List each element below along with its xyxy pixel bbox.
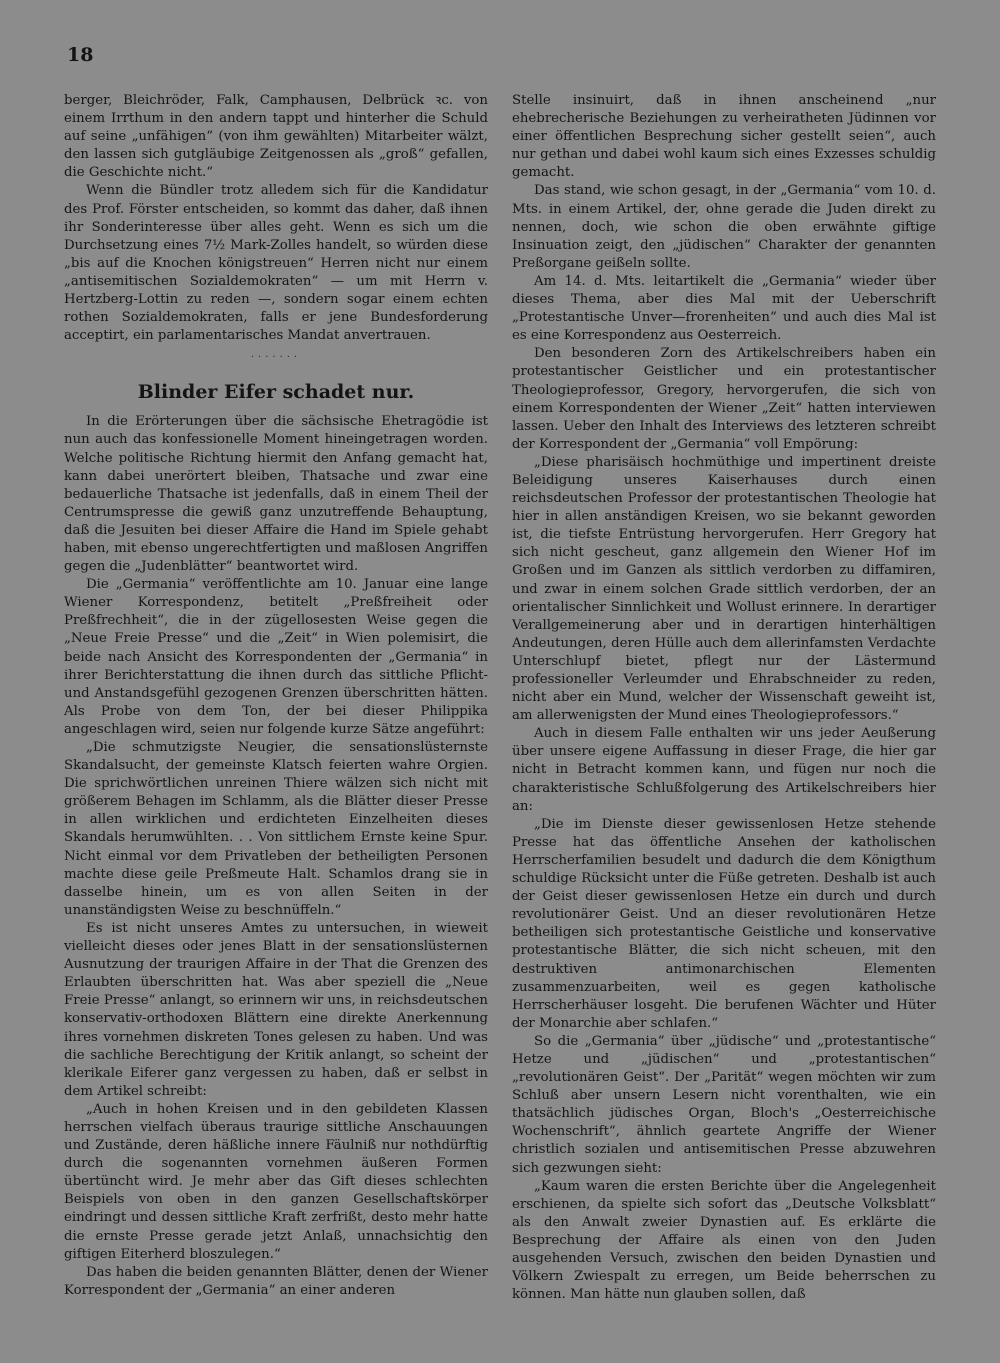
paragraph: Auch in diesem Falle enthalten wir uns jeder Aeußerung über unsere eigene Auffassung in dieser Frage, die hier gar nicht in Betracht kommen kann, und fügen nur noch die charakteristische Schlußfolgerung des Artikelschreibers hier an:	[512, 726, 936, 814]
quotation-paragraph: „Kaum waren die ersten Berichte über die Angelegenheit erschienen, da spielte sich sofort das „Deutsche Volksblatt“ als den Anwalt zweier Dynastien auf. Es erklärte die Besprechung der Affaire als einen von den Juden ausgehenden Versuch, zwischen den beiden Dynastien und Völkern Zwiespalt zu erregen, um Beide beherrschen zu können. Man hätte nun glauben sollen, daß	[512, 1178, 936, 1303]
quotation-paragraph: „Die im Dienste dieser gewissenlosen Hetze stehende Presse hat das öffentliche Ansehen der katholischen Herrscherfamilien besudelt und dadurch die dem Königthum schuldige Rücksicht unter die Füße getreten. Deshalb ist auch der Geist dieser gewissenlosen Hetze ein durch und durch revolutionärer Geist. Und an dieser revolutionären Hetze betheiligen sich protestantische Geistliche und konservative protestantische Blätter, die sich nicht scheuen, mit den destruktiven antimonarchischen Elementen zusammenzuarbeiten, weil es gegen katholische Herrscherhäuser losgeht. Die berufenen Wächter und Hüter der Monarchie aber schlafen.“	[512, 816, 936, 1031]
paragraph: In die Erörterungen über die sächsische Ehetragödie ist nun auch das konfessionelle Moment hineingetragen worden. Welche politische Richtung hiermit den Anfang gemacht hat, kann dabei unerörtert bleiben, Thatsache und zwar eine bedauerliche Thatsache ist jedenfalls, daß in einem Theil der Centrumspresse die gewiß ganz unzutreffende Behauptung, daß die Jesuiten bei dieser Affaire die Hand im Spiele gehabt haben, mit ebenso ungerechtfertigten und maßlosen Angriffen gegen die „Judenblätter“ beantwortet wird.	[64, 414, 488, 575]
quotation-paragraph: „Auch in hohen Kreisen und in den gebildeten Klassen herrschen vielfach überaus traurige sittliche Anschauungen und Zustände, deren häßliche innere Fäulniß nur nothdürftig durch die sogenannten vornehmen äußeren Formen übertüncht wird. Je mehr aber das Gift dieses schlechten Beispiels von oben in den ganzen Gesellschaftskörper eindringt und dessen sittliche Kraft zerfrißt, desto mehr hatte die ernste Presse gerade jetzt Anlaß, unnachsichtig den giftigen Eiterherd bloszulegen.“	[64, 1101, 488, 1262]
quotation-paragraph: „Diese pharisäisch hochmüthige und impertinent dreiste Beleidigung unseres Kaiserhauses durch einen reichsdeutschen Professor der protestantischen Theologie hat hier in allen anständigen Kreisen, wo sie bekannt geworden ist, die tiefste Entrüstung hervorgerufen. Herr Gregory hat sich nicht gescheut, ganz allgemein den Wiener Hof im Großen und im Ganzen als sittlich verdorben zu diffamiren, und zwar in einem solchen Grade sittlich verdorben, der an orientalischer Sinnlichkeit und Wollust erinnere. In derartiger Verallgemeinerung aber und in derartigen hinterhältigen Andeutungen, deren Hülle auch dem allerinfamsten Verdachte Unterschlupf bietet, pflegt nur der Lästermund professioneller Verleumder und Ehrabschneider zu reden, nicht aber ein Mund, welcher der Wissenschaft geweiht ist, am allerwenigsten der Mund eines Theologieprofessors.“	[512, 454, 936, 724]
paragraph: Das haben die beiden genannten Blätter, denen der Wiener Korrespondent der „Germania“ an einer anderen	[64, 1264, 488, 1298]
quotation-paragraph: „Die schmutzigste Neugier, die sensationslüsternste Skandalsucht, der gemeinste Klatsch feierten wahre Orgien. Die sprichwörtlichen unreinen Thiere wälzen sich nicht mit größerem Behagen im Schlamm, als die Blätter dieser Presse in allen wirklichen und erdichteten Einzelheiten dieses Skandals herumwühlten. . . Von sittlichem Ernste keine Spur. Nicht einmal vor dem Privatleben der betheiligten Personen machte diese geile Preßmeute Halt. Schamlos drang sie in dasselbe hinein, um es von allen Seiten in der unanständigsten Weise zu beschnüffeln.“	[64, 740, 488, 918]
right-column	[512, 92, 936, 1304]
section-divider: ·······	[250, 352, 302, 364]
paragraph: berger, Bleichröder, Falk, Camphausen, Delbrück ꝛc. von einem Irrthum in den andern tappt und hinterher die Schuld auf seine „unfähigen“ (von ihm gewählten) Mitarbeiter wälzt, den lassen sich gutgläubige Zeitgenossen als „groß“ gefallen, die Geschichte nicht.“	[64, 93, 488, 181]
paragraph: Es ist nicht unseres Amtes zu untersuchen, in wieweit vielleicht dieses oder jenes Blatt in der sensationslüsternen Ausnutzung der traurigen Affaire in der That die Grenzen des Erlaubten überschritten hat. Was aber speziell die „Neue Freie Presse“ anlangt, so erinnern wir uns, in reichsdeutschen konservativ-orthodoxen Blättern eine direkte Anerkennung ihres vornehmen diskreten Tones gelesen zu haben. Und was die sachliche Berechtigung der Kritik anlangt, so scheint der klerikale Eiferer ganz vergessen zu haben, daß er selbst in dem Artikel schreibt:	[64, 920, 488, 1099]
article-headline: Blinder Eifer schadet nur.	[137, 381, 415, 404]
paragraph: Den besonderen Zorn des Artikelschreibers haben ein protestantischer Geistlicher und ein protestantischer Theologieprofessor, Gregory, hervorgerufen, die sich von einem Korrespondenten der Wiener „Zeit“ hatten interviewen lassen. Ueber den Inhalt des Interviews des letzteren schreibt der Korrespondent der „Germania“ voll Empörung:	[512, 346, 936, 452]
paragraph: Die „Germania“ veröffentlichte am 10. Januar eine lange Wiener Korrespondenz, betitelt „Preßfreiheit oder Preßfrechheit“, die in der zügellosesten Weise gegen die „Neue Freie Presse“ und die „Zeit“ in Wien polemisirt, die beide nach Ansicht des Korrespondenten der „Germania“ in ihrer Berichterstattung die ihnen durch das sittliche Pflicht- und Anstandsgefühl gezogenen Grenzen überschritten hätten. Als Probe von dem Ton, der bei dieser Philippika angeschlagen wird, seien nur folgende kurze Sätze angeführt:	[64, 577, 488, 737]
paragraph: Das stand, wie schon gesagt, in der „Germania“ vom 10. d. Mts. in einem Artikel, der, ohne gerade die Juden direkt zu nennen, doch, wie schon die oben erwähnte giftige Insinuation zeigt, den „jüdischen“ Charakter der genannten Preßorgane geißeln sollte.	[512, 183, 936, 271]
page-number: 18	[67, 44, 94, 66]
paragraph: Wenn die Bündler trotz alledem sich für die Kandidatur des Prof. Förster entscheiden, so kommt das daher, daß ihnen ihr Sonderinteresse über alles geht. Wenn es sich um die Durchsetzung eines 7½ Mark-Zolles handelt, so würden diese „bis auf die Knochen königstreuen“ Herren nicht nur einem „antisemitischen Sozialdemokraten“ — um mit Herrn v. Hertzberg-Lottin zu reden —, sondern sogar einem echten rothen Sozialdemokraten, falls er jene Bundesforderung acceptirt, ein parlamentarisches Mandat anvertrauen.	[64, 183, 488, 344]
paragraph: Am 14. d. Mts. leitartikelt die „Germania“ wieder über dieses Thema, aber dies Mal mit der Ueberschrift „Protestantische Unver—frorenheiten“ und auch dies Mal ist es eine Korrespondenz aus Oesterreich.	[512, 273, 936, 344]
left-column	[64, 92, 488, 1300]
paragraph: So die „Germania“ über „jüdische“ und „protestantische“ Hetze und „jüdischen“ und „protestantischen“ „revolutionären Geist“. Der „Parität“ wegen möchten wir zum Schluß aber unsern Lesern nicht vorenthalten, wie ein thatsächlich jüdisches Organ, Bloch's „Oesterreichische Wochenschrift“, ähnlich geartete Angriffe der Wiener christlich sozialen und antisemitischen Presse abzuwehren sich gezwungen sieht:	[512, 1033, 936, 1176]
paragraph: Stelle insinuirt, daß in ihnen anscheinend „nur ehebrecherische Beziehungen zu verheiratheten Jüdinnen vor einer öffentlichen Besprechung sicher gestellt seien“, auch nur gethan und dabei wohl kaum sich eines Exzesses schuldig gemacht.	[512, 93, 936, 181]
